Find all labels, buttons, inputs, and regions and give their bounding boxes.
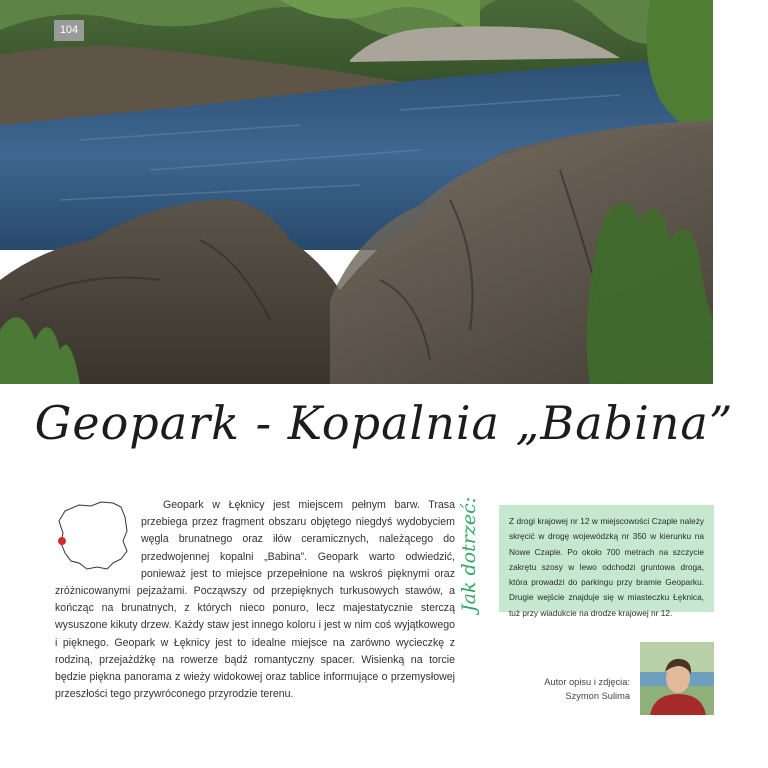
page-title: Geopark - Kopalnia „Babina” xyxy=(34,396,734,450)
author-portrait-image xyxy=(640,642,714,715)
article-paragraph: Geopark w Łęknicy jest miejscem pełnym barw. Trasa przebiega przez fragment obszaru objętego niegdyś wydobyciem węgla brunatnego oraz iłów ceramicznych, należącego do przedwojennej kopalni „Babina”. Geopark warto odwiedzić, ponieważ jest to miejsce przepełnione na wskroś pięknymi oraz zróżnicowanymi pejzażami. Począwszy od przepięknych turkusowych stawów, a kończąc na brunatnych, z których nieco ponuro, lecz majestatycznie sterczą wysuszone kikuty drzew. Każdy staw jest innego koloru i jest w nim coś wyjątkowego i pięknego. Geopark w Łęknicy jest to idealne miejsce na zarówno wycieczkę z rodziną, przejażdżkę na rowerze bądź romantyczny spacer. Wisienką na torcie będzie piękna panorama z wieży widokowej oraz tablice informujące o przemysłowej przeszłości tego przywróconego przyrodzie terenu. xyxy=(55,499,455,701)
header-photo xyxy=(0,0,713,384)
author-label: Autor opisu i zdjęcia: xyxy=(544,677,630,687)
directions-heading: Jak dotrzeć: xyxy=(458,496,480,612)
author-photo xyxy=(640,642,714,715)
article-body xyxy=(55,497,455,703)
poland-outline-map-icon xyxy=(55,497,133,577)
page-number: 104 xyxy=(54,20,84,41)
lake-landscape-image xyxy=(0,0,713,384)
author-caption xyxy=(520,675,630,703)
location-dot-icon xyxy=(58,537,66,545)
poland-map xyxy=(55,497,133,583)
author-name: Szymon Sulima xyxy=(565,691,630,701)
directions-box: Z drogi krajowej nr 12 w miejscowości Czaple należy skręcić w drogę wojewódzką nr 350 w kierunku na Nowe Czaple. Po około 700 metrach na szczycie zakrętu szosy w lewo odchodzi gruntowa droga, która prowadzi do parkingu przy bramie Geoparku. Drugie wejście znajduje się w miasteczku Łęknica, tuż przy wiadukcie na drodze krajowej nr 12. xyxy=(499,505,714,612)
